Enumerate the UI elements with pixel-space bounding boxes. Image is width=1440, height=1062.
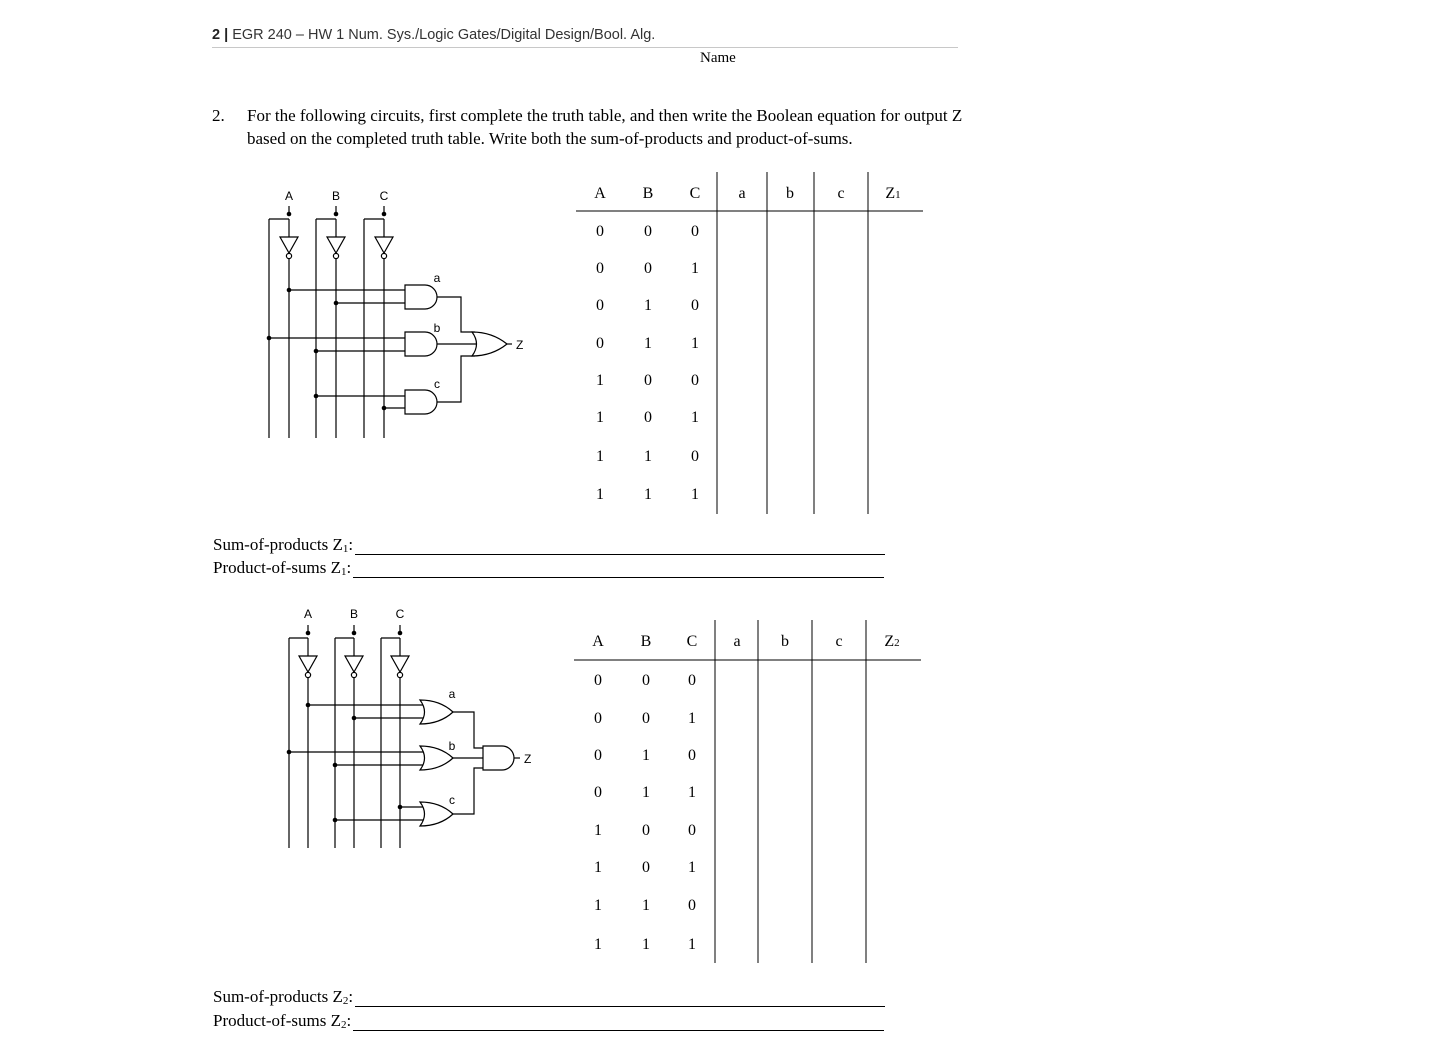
t1-cell-r0-c2: 0 [691, 223, 699, 240]
c1-input-b-label: B [331, 189, 341, 203]
t2-cell-r5-c0: 1 [594, 859, 602, 876]
circuit-2 [287, 607, 532, 848]
t2-grid [574, 620, 921, 963]
t1-header-b: B [642, 185, 654, 202]
t2-cell-r4-c1: 0 [642, 822, 650, 839]
t1-cell-r2-c1: 1 [644, 297, 652, 314]
c2-not-gate-b [345, 638, 363, 848]
pos-z1-colon: : [346, 558, 352, 577]
t1-header-output [885, 185, 900, 202]
c1-and-gate-c [405, 356, 475, 414]
circuit-1 [267, 189, 524, 438]
t2-cell-r3-c0: 0 [594, 784, 602, 801]
c1-not-gate-a [280, 219, 298, 438]
t2-cell-r6-c2: 0 [688, 897, 696, 914]
truth-table-1 [576, 172, 923, 514]
t2-cell-r1-c2: 1 [688, 710, 696, 727]
t2-cell-r4-c0: 1 [594, 822, 602, 839]
t1-cell-r2-c2: 0 [691, 297, 699, 314]
c2-gate-label-b: b [448, 739, 456, 753]
page-number: 2 [212, 27, 221, 43]
t2-cell-r2-c1: 1 [642, 747, 650, 764]
t1-cell-r6-c1: 1 [644, 448, 652, 465]
t1-header-gate-b: b [786, 185, 794, 202]
c2-and-gate-out [483, 746, 531, 770]
t1-cell-r6-c0: 1 [596, 448, 604, 465]
c1-not-gate-c [375, 219, 393, 438]
t1-rows [596, 223, 699, 503]
t2-cell-r5-c2: 1 [688, 859, 696, 876]
header-title: EGR 240 – HW 1 Num. Sys./Logic Gates/Digital Design/Bool. Alg. [232, 27, 656, 43]
t2-cell-r1-c0: 0 [594, 710, 602, 727]
t2-cell-r6-c0: 1 [594, 897, 602, 914]
c2-gate-label-c: c [449, 793, 455, 807]
t1-cell-r7-c0: 1 [596, 486, 604, 503]
t1-cell-r0-c1: 0 [644, 223, 652, 240]
c2-gate-label-a: a [448, 687, 456, 701]
c1-input-rails [269, 219, 364, 438]
t2-header-output-sub: 2 [894, 637, 900, 649]
t1-cell-r3-c0: 0 [596, 335, 604, 352]
t1-cell-r4-c1: 0 [644, 372, 652, 389]
t2-rows [594, 672, 696, 953]
c2-not-gate-a [299, 638, 317, 848]
t2-cell-r0-c0: 0 [594, 672, 602, 689]
c1-input-a-label: A [284, 189, 294, 203]
t2-cell-r7-c1: 1 [642, 936, 650, 953]
t1-cell-r5-c0: 1 [596, 409, 604, 426]
t2-cell-r7-c2: 1 [688, 936, 696, 953]
t1-cell-r3-c1: 1 [644, 335, 652, 352]
t2-cell-r7-c0: 1 [594, 936, 602, 953]
t2-header-output-letter: Z [884, 633, 895, 650]
c2-input-b-label: B [349, 607, 359, 621]
t2-cell-r2-c2: 0 [688, 747, 696, 764]
t2-header-b: B [640, 633, 652, 650]
t1-cell-r1-c2: 1 [691, 260, 699, 277]
problem-number: 2. [212, 106, 225, 125]
t1-cell-r7-c2: 1 [691, 486, 699, 503]
t1-cell-r5-c2: 1 [691, 409, 699, 426]
t2-cell-r1-c1: 0 [642, 710, 650, 727]
t1-cell-r6-c2: 0 [691, 448, 699, 465]
t1-header-gate-a: a [738, 185, 746, 202]
c1-gate-label-b: b [433, 321, 441, 335]
c2-input-rails [289, 638, 381, 848]
t1-header-c: C [689, 185, 701, 202]
c1-not-gate-b [327, 219, 345, 438]
pos-z1-sub: 1 [340, 566, 347, 578]
t1-cell-r0-c0: 0 [596, 223, 604, 240]
c1-and-gate-b [405, 321, 477, 356]
t1-header-gate-c: c [837, 185, 845, 202]
t2-header-gate-b: b [781, 633, 789, 650]
sop-z2-colon: : [348, 987, 354, 1006]
sop-z2-label: Sum-of-products Z [213, 987, 343, 1006]
pos-z2-sub: 2 [340, 1019, 347, 1031]
c1-gate-label-c: c [434, 377, 440, 391]
t1-cell-r3-c2: 1 [691, 335, 699, 352]
t1-cell-r2-c0: 0 [596, 297, 604, 314]
t2-header-gate-c: c [835, 633, 843, 650]
t2-header-c: C [686, 633, 698, 650]
t1-header-output-letter: Z [885, 185, 896, 202]
t2-cell-r3-c2: 1 [688, 784, 696, 801]
sop-z1-label: Sum-of-products Z [213, 535, 343, 554]
t2-cell-r6-c1: 1 [642, 897, 650, 914]
t2-header-output [884, 633, 899, 650]
t2-cell-r4-c2: 0 [688, 822, 696, 839]
sop-z2-sub: 2 [342, 995, 349, 1007]
t1-cell-r1-c1: 0 [644, 260, 652, 277]
t2-cell-r0-c1: 0 [642, 672, 650, 689]
problem-text: For the following circuits, first complete the truth table, and then write the Boolean equation for output Z based on the completed truth table. Write both the sum-of-products and product-of-sums. [247, 106, 963, 148]
t1-header-output-sub: 1 [895, 189, 901, 201]
name-label: Name [700, 50, 736, 66]
t1-cell-r1-c0: 0 [596, 260, 604, 277]
pos-z2-label: Product-of-sums Z [213, 1011, 341, 1030]
header-separator: | [220, 27, 233, 43]
c1-output-label: Z [516, 338, 524, 352]
t1-header-a: A [594, 185, 606, 202]
pos-z2-colon: : [346, 1011, 352, 1030]
t2-cell-r5-c1: 0 [642, 859, 650, 876]
t2-cell-r3-c1: 1 [642, 784, 650, 801]
t1-grid [576, 172, 923, 514]
c2-input-taps [289, 625, 402, 638]
c1-gate-label-a: a [433, 271, 441, 285]
pos-z1-label: Product-of-sums Z [213, 558, 341, 577]
c2-input-a-label: A [303, 607, 313, 621]
c2-not-gate-c [391, 638, 409, 848]
t1-cell-r4-c2: 0 [691, 372, 699, 389]
c1-input-c-label: C [379, 189, 389, 203]
c2-input-c-label: C [395, 607, 405, 621]
sop-z1-sub: 1 [342, 543, 349, 555]
sop-z1-colon: : [348, 535, 354, 554]
t1-cell-r5-c1: 0 [644, 409, 652, 426]
c1-or-gate-out [472, 332, 523, 356]
truth-table-2 [574, 620, 921, 963]
c2-output-label: Z [524, 752, 532, 766]
t2-cell-r0-c2: 0 [688, 672, 696, 689]
t1-cell-r4-c0: 1 [596, 372, 604, 389]
c2-or-gate-c [420, 768, 483, 826]
t2-cell-r2-c0: 0 [594, 747, 602, 764]
t2-header-gate-a: a [733, 633, 741, 650]
c1-input-taps [269, 206, 386, 219]
t1-cell-r7-c1: 1 [644, 486, 652, 503]
t2-header-a: A [592, 633, 604, 650]
